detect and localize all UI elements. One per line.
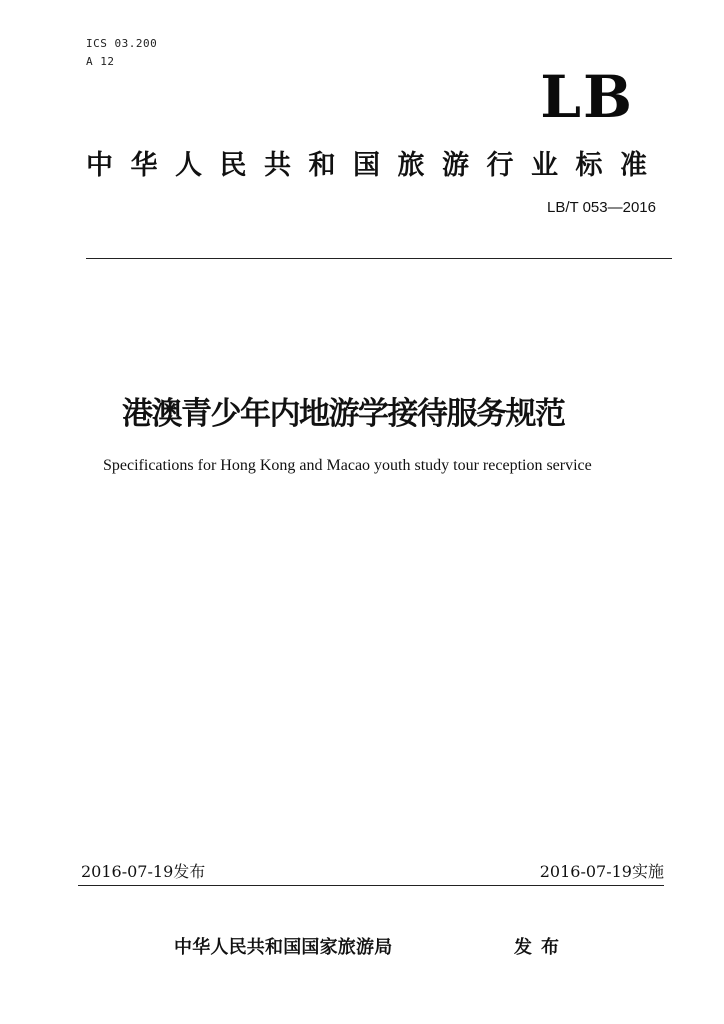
document-title-en: Specifications for Hong Kong and Macao youth study tour reception service [103,457,592,474]
bottom-divider [78,885,664,886]
lb-logo: LB [540,63,634,131]
publish-label: 发布 [514,937,568,958]
classification-code: A 12 [86,55,115,68]
standard-type-title: 中华人民共和国旅游行业标准 [86,150,665,181]
ics-code: ICS 03.200 [86,37,158,50]
document-title-zh: 港澳青少年内地游学接待服务规范 [122,396,565,432]
issue-date: 2016-07-19发布 [81,862,206,881]
publisher-name: 中华人民共和国国家旅游局 [174,937,393,958]
implementation-date: 2016-07-19实施 [539,862,664,881]
top-divider [86,258,672,259]
standard-number: LB/T 053—2016 [547,199,656,216]
